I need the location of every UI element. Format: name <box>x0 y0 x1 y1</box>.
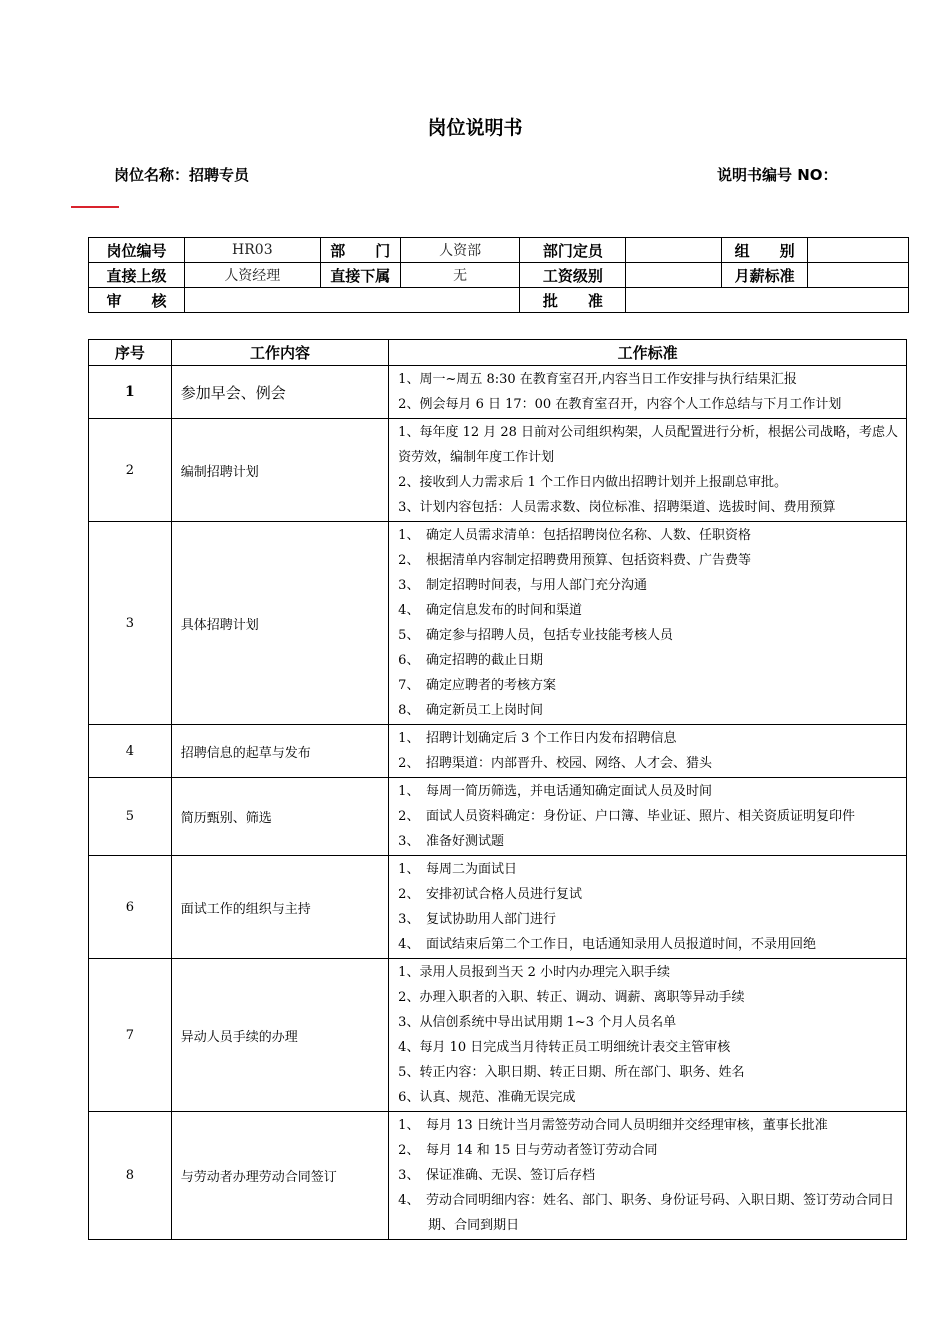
info-value-supervisor: 人资经理 <box>184 263 320 288</box>
standard-line: 2、 面试人员资料确定：身份证、户口簿、毕业证、照片、相关资质证明复印件 <box>398 809 855 824</box>
standard-line: 1、 每周一简历筛选，并电话通知确定面试人员及时间 <box>398 784 712 799</box>
position-info-table <box>88 237 909 313</box>
row-task: 与劳动者办理劳动合同签订 <box>171 1112 388 1240</box>
info-row-3 <box>89 288 909 313</box>
standard-line: 2、接收到人力需求后 1 个工作日内做出招聘计划并上报副总审批。 <box>398 475 787 490</box>
row-seq: 1 <box>89 366 172 419</box>
info-value-headcount <box>626 238 722 263</box>
row-standard <box>389 366 907 419</box>
row-task: 编制招聘计划 <box>171 419 388 522</box>
standard-line: 4、 劳动合同明细内容：姓名、部门、职务、身份证号码、入职日期、签订劳动合同日期、合同到期日 <box>398 1193 894 1233</box>
row-standard <box>389 959 907 1112</box>
row-task: 参加早会、例会 <box>171 366 388 419</box>
standard-line: 7、 确定应聘者的考核方案 <box>398 678 556 693</box>
row-seq: 4 <box>89 725 172 778</box>
info-value-approve <box>626 288 909 313</box>
standard-line: 3、计划内容包括：人员需求数、岗位标准、招聘渠道、选拔时间、费用预算 <box>398 500 836 515</box>
document-number: 说明书编号 NO： <box>717 166 838 184</box>
info-label-supervisor: 直接上级 <box>89 263 185 288</box>
row-task: 面试工作的组织与主持 <box>171 856 388 959</box>
info-value-group <box>808 238 909 263</box>
header-seq: 序号 <box>89 340 172 366</box>
standard-line: 2、例会每月 6 日 17：00 在教育室召开，内容个人工作总结与下月工作计划 <box>398 397 842 412</box>
info-label-monthly-salary: 月薪标准 <box>722 263 808 288</box>
row-standard <box>389 778 907 856</box>
info-label-salary-grade: 工资级别 <box>520 263 626 288</box>
standard-line: 1、 招聘计划确定后 3 个工作日内发布招聘信息 <box>398 731 677 746</box>
red-underline-mark <box>71 206 119 208</box>
info-row-1 <box>89 238 909 263</box>
table-row <box>89 856 907 959</box>
standard-line: 3、 制定招聘时间表，与用人部门充分沟通 <box>398 578 647 593</box>
header-standard: 工作标准 <box>389 340 907 366</box>
standard-line: 1、录用人员报到当天 2 小时内办理完入职手续 <box>398 965 670 980</box>
table-row <box>89 725 907 778</box>
row-seq: 8 <box>89 1112 172 1240</box>
row-seq: 5 <box>89 778 172 856</box>
row-standard <box>389 419 907 522</box>
row-standard <box>389 522 907 725</box>
work-duties-table <box>88 339 907 1240</box>
standard-line: 1、 每月 13 日统计当月需签劳动合同人员明细并交经理审核，董事长批准 <box>398 1118 828 1133</box>
row-task: 具体招聘计划 <box>171 522 388 725</box>
standard-line: 3、 准备好测试题 <box>398 834 504 849</box>
header-task: 工作内容 <box>171 340 388 366</box>
standard-line: 6、认真、规范、准确无误完成 <box>398 1090 576 1105</box>
standard-line: 2、 招聘渠道：内部晋升、校园、网络、人才会、猎头 <box>398 756 712 771</box>
row-seq: 6 <box>89 856 172 959</box>
standard-line: 2、 每月 14 和 15 日与劳动者签订劳动合同 <box>398 1143 658 1158</box>
row-task: 简历甄别、筛选 <box>171 778 388 856</box>
standard-line: 1、周一~周五 8:30 在教育室召开,内容当日工作安排与执行结果汇报 <box>398 372 797 387</box>
standard-line: 3、 复试协助用人部门进行 <box>398 912 556 927</box>
position-name: 岗位名称：招聘专员 <box>114 166 250 184</box>
row-task: 异动人员手续的办理 <box>171 959 388 1112</box>
standard-line: 2、 安排初试合格人员进行复试 <box>398 887 582 902</box>
standard-line: 5、转正内容：入职日期、转正日期、所在部门、职务、姓名 <box>398 1065 745 1080</box>
work-header-row <box>89 340 907 366</box>
row-seq: 2 <box>89 419 172 522</box>
table-row <box>89 959 907 1112</box>
standard-line: 2、办理入职者的入职、转正、调动、调薪、离职等异动手续 <box>398 990 745 1005</box>
standard-line: 1、每年度 12 月 28 日前对公司组织构架，人员配置进行分析，根据公司战略，考虑人资劳效，编制年度工作计划 <box>398 425 899 465</box>
standard-line: 6、 确定招聘的截止日期 <box>398 653 543 668</box>
standard-line: 5、 确定参与招聘人员，包括专业技能考核人员 <box>398 628 673 643</box>
info-value-monthly-salary <box>808 263 909 288</box>
table-row <box>89 419 907 522</box>
info-value-department: 人资部 <box>400 238 520 263</box>
standard-line: 1、 确定人员需求清单：包括招聘岗位名称、人数、任职资格 <box>398 528 751 543</box>
info-label-position-code: 岗位编号 <box>89 238 185 263</box>
standard-line: 1、 每周二为面试日 <box>398 862 517 877</box>
row-standard <box>389 856 907 959</box>
info-label-subordinate: 直接下属 <box>320 263 400 288</box>
info-label-headcount: 部门定员 <box>520 238 626 263</box>
info-value-subordinate: 无 <box>400 263 520 288</box>
standard-line: 3、 保证准确、无误、签订后存档 <box>398 1168 595 1183</box>
document-title: 岗位说明书 <box>427 117 523 139</box>
table-row <box>89 522 907 725</box>
info-label-review: 审 核 <box>89 288 185 313</box>
table-row <box>89 366 907 419</box>
info-label-approve: 批 准 <box>520 288 626 313</box>
table-row <box>89 1112 907 1240</box>
standard-line: 4、每月 10 日完成当月待转正员工明细统计表交主管审核 <box>398 1040 731 1055</box>
row-seq: 7 <box>89 959 172 1112</box>
info-label-group: 组 别 <box>722 238 808 263</box>
row-task: 招聘信息的起草与发布 <box>171 725 388 778</box>
standard-line: 4、 面试结束后第二个工作日，电话通知录用人员报道时间，不录用回绝 <box>398 937 816 952</box>
info-value-position-code: HR03 <box>184 238 320 263</box>
info-label-department: 部 门 <box>320 238 400 263</box>
info-value-salary-grade <box>626 263 722 288</box>
standard-line: 8、 确定新员工上岗时间 <box>398 703 543 718</box>
table-row <box>89 778 907 856</box>
row-standard <box>389 1112 907 1240</box>
row-seq: 3 <box>89 522 172 725</box>
info-row-2 <box>89 263 909 288</box>
standard-line: 4、 确定信息发布的时间和渠道 <box>398 603 582 618</box>
standard-line: 2、 根据清单内容制定招聘费用预算、包括资料费、广告费等 <box>398 553 751 568</box>
row-standard <box>389 725 907 778</box>
info-value-review <box>184 288 520 313</box>
standard-line: 3、从信创系统中导出试用期 1~3 个月人员名单 <box>398 1015 677 1030</box>
